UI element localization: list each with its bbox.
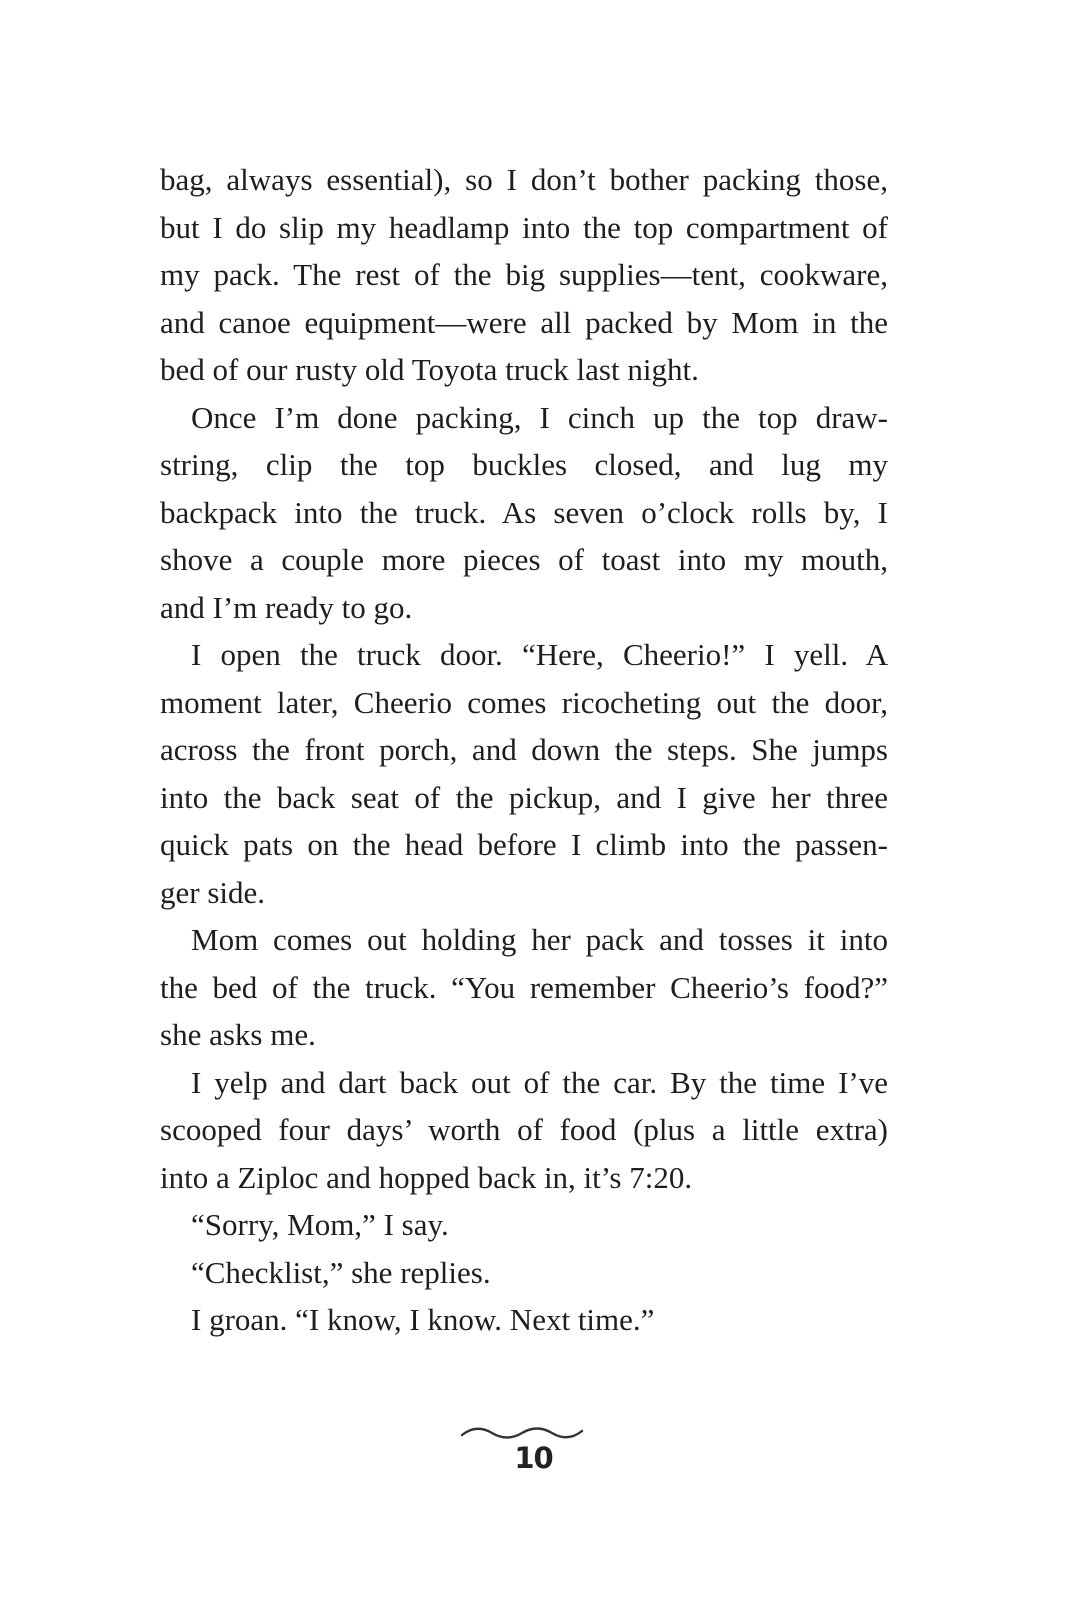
text-line: I groan. “I know, I know. Next time.” [191, 1302, 655, 1337]
text-line: scooped four days’ worth of food (plus a little extra) [160, 1112, 888, 1147]
text-line: moment later, Cheerio comes ricocheting out the door, [160, 684, 888, 720]
text-line: and I’m ready to go. [160, 589, 413, 625]
text-line: and canoe equipment—were all packed by Mom in the [160, 304, 888, 340]
text-line: ger side. [160, 874, 266, 910]
text-line: shove a couple more pieces of toast into my mouth, [160, 542, 888, 577]
text-line: Mom comes out holding her pack and tosses it into [191, 922, 888, 957]
wave-ornament-icon [460, 1424, 584, 1442]
text-line: across the front porch, and down the steps. She jumps [160, 732, 888, 767]
text-line: I open the truck door. “Here, Cheerio!” I yell. A [191, 637, 888, 672]
text-line: string, clip the top buckles closed, and lug my [160, 447, 888, 482]
body-text [160, 156, 888, 1344]
text-line: “Checklist,” she replies. [191, 1254, 491, 1290]
page-number: 10 [514, 1441, 553, 1475]
text-line: she asks me. [160, 1017, 316, 1052]
text-line: into the back seat of the pickup, and I give her three [160, 779, 888, 815]
text-line: my pack. The rest of the big supplies—tent, cookware, [160, 257, 888, 292]
text-line: I yelp and dart back out of the car. By the time I’ve [191, 1064, 888, 1100]
text-line: “Sorry, Mom,” I say. [191, 1207, 449, 1242]
text-line: bag, always essential), so I don’t bother packing those, [160, 162, 888, 197]
text-line: backpack into the truck. As seven o’clock rolls by, I [160, 494, 888, 530]
text-line: but I do slip my headlamp into the top compartment of [160, 209, 888, 245]
text-line: bed of our rusty old Toyota truck last night. [160, 352, 699, 387]
text-line: Once I’m done packing, I cinch up the top draw- [191, 399, 888, 435]
text-line: into a Ziploc and hopped back in, it’s 7:20. [160, 1159, 693, 1195]
text-line: the bed of the truck. “You remember Cheerio’s food?” [160, 969, 888, 1005]
text-line: quick pats on the head before I climb into the passen- [160, 827, 888, 862]
